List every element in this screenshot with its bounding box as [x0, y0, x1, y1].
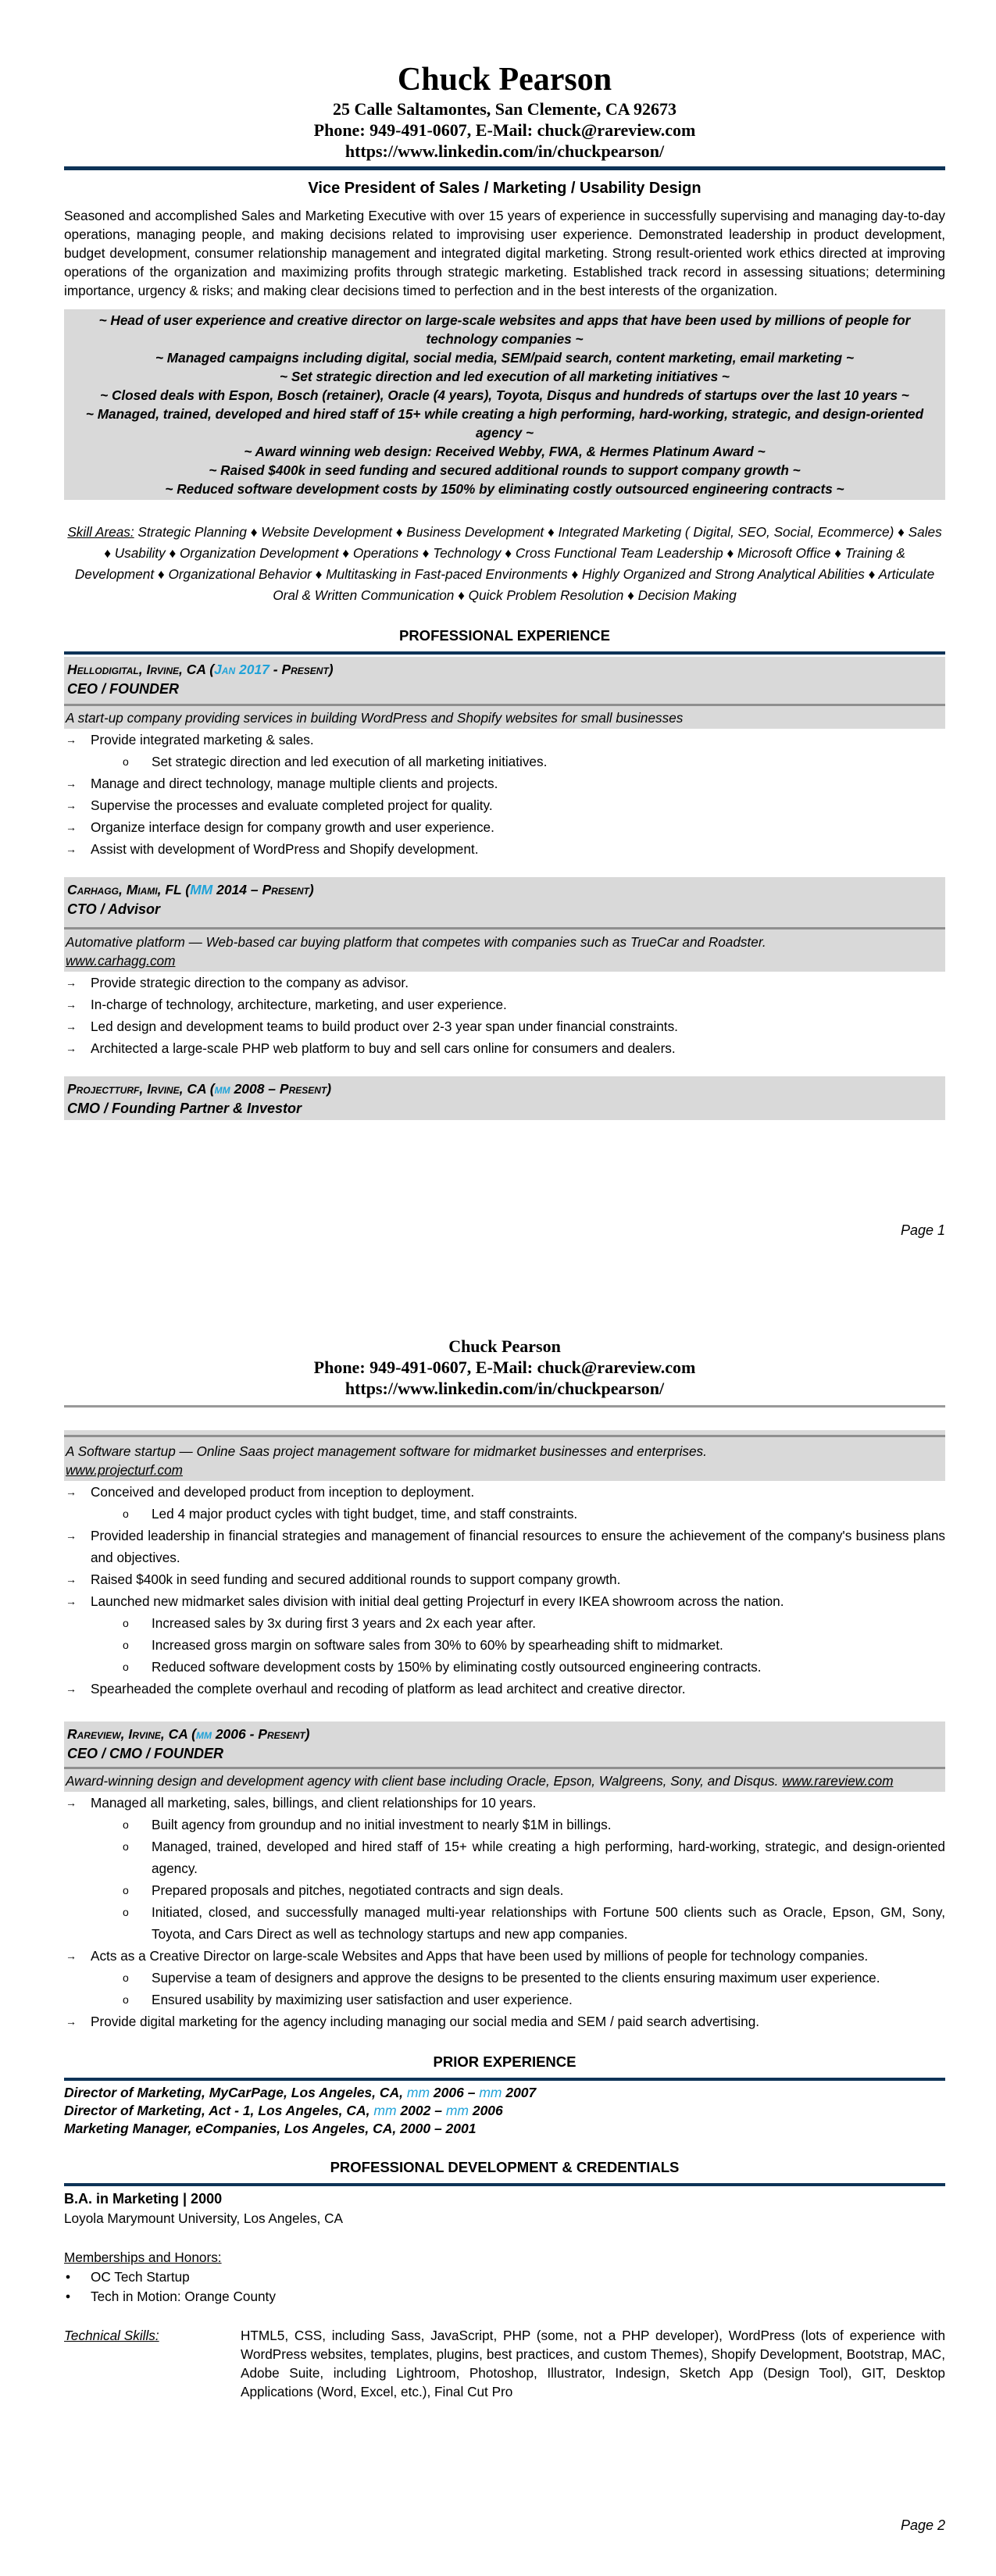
- arrow-icon: →: [66, 1796, 77, 1809]
- memberships-label: Memberships and Honors:: [64, 2250, 222, 2265]
- arrow-icon: →: [66, 777, 77, 790]
- sub-bullet-item: o Built agency from groundup and no initial investment to nearly $1M in billings.: [64, 1814, 945, 1836]
- highlight-item: ~ Award winning web design: Received Webby, FWA, & Hermes Platinum Award ~: [244, 444, 766, 459]
- contact-line: Phone: 949-491-0607, E-Mail: chuck@rareview.com: [313, 1358, 696, 1377]
- circle-bullet-icon: o: [123, 1840, 129, 1853]
- highlight-item: ~ Set strategic direction and led execution of all marketing initiatives ~: [280, 369, 730, 384]
- highlight-item: ~ Managed campaigns including digital, social media, SEM/paid search, content marketing, email marketing ~: [155, 350, 854, 366]
- skill-areas: [64, 522, 945, 606]
- circle-bullet-icon: o: [123, 1971, 129, 1984]
- header-divider: [64, 1405, 945, 1408]
- memberships-list: [64, 2267, 945, 2307]
- circle-bullet-icon: o: [123, 1639, 129, 1651]
- circle-bullet-icon: o: [123, 1906, 129, 1918]
- section-heading-credentials: PROFESSIONAL DEVELOPMENT & CREDENTIALS: [330, 2159, 680, 2175]
- page-1: [0, 0, 996, 1281]
- sub-bullet-item: o Increased sales by 3x during first 3 years and 2x each year after.: [64, 1612, 945, 1634]
- job-company-line: Carhagg, Miami, FL (MM 2014 – Present): [67, 882, 314, 897]
- arrow-icon: →: [66, 1042, 77, 1054]
- circle-bullet-icon: o: [123, 1818, 129, 1831]
- prior-list: [64, 2084, 945, 2138]
- bullet-item: → Provide digital marketing for the agency including managing our social media and SEM / paid search advertising.: [64, 2010, 945, 2032]
- job-entry: [64, 1076, 945, 1120]
- prior-item: Director of Marketing, MyCarPage, Los Angeles, CA, mm 2006 – mm 2007: [64, 2085, 537, 2100]
- job-bullets: [64, 1481, 945, 1700]
- bullet-item: → Provided leadership in financial strategies and management of financial resources to ensure the achievement of the company's business plans and objectives.: [64, 1525, 945, 1568]
- company-website-link[interactable]: www.rareview.com: [782, 1773, 894, 1789]
- job-company-line: Hellodigital, Irvine, CA (Jan 2017 - Present): [67, 662, 334, 677]
- page-2: [0, 1281, 996, 2576]
- arrow-icon: →: [66, 1020, 77, 1033]
- section-heading-prior: PRIOR EXPERIENCE: [433, 2053, 577, 2070]
- arrow-icon: →: [66, 1950, 77, 1962]
- arrow-icon: →: [66, 1682, 77, 1695]
- highlights-box: [64, 309, 945, 500]
- address: 25 Calle Saltamontes, San Clemente, CA 92673: [333, 99, 676, 119]
- job-entry: [64, 877, 945, 1059]
- job-title: CEO / FOUNDER: [67, 681, 180, 697]
- linkedin-url[interactable]: https://www.linkedin.com/in/chuckpearson/: [344, 1379, 665, 1398]
- membership-item: • Tech in Motion: Orange County: [64, 2287, 945, 2307]
- arrow-icon: →: [66, 998, 77, 1011]
- school: Loyola Marymount University, Los Angeles, CA: [64, 2210, 343, 2226]
- job-header: [64, 1076, 945, 1120]
- contact-line: Phone: 949-491-0607, E-Mail: chuck@rareview.com: [313, 120, 696, 140]
- technical-skills-label: Technical Skills:: [64, 2328, 159, 2343]
- prior-item: Marketing Manager, eCompanies, Los Angeles, CA, 2000 – 2001: [64, 2121, 477, 2136]
- bullet-item: → Assist with development of WordPress and Shopify development.: [64, 838, 945, 860]
- highlight-item: ~ Closed deals with Espon, Bosch (retainer), Oracle (4 years), Toyota, Disqus and hundreds of startups over the last 10 years ~: [100, 387, 909, 403]
- skill-areas-text: Strategic Planning ♦ Website Development ♦ Business Development ♦ Integrated Marketing ( Digital, SEO, Social, Ecommerce) ♦ Sales ♦ Usability ♦ Organization Development ♦ Operations ♦ Technology ♦ Cross Functional Team Leadership ♦ Microsoft Office ♦ Training & Development ♦ Organizational Behavior ♦ Multitasking in Fast-paced Environments ♦ Highly Organized and Strong Analytical Abilities ♦ Articulate Oral & Written Communication ♦ Quick Problem Resolution ♦ Decision Making: [74, 524, 942, 603]
- job-company-line: Rareview, Irvine, CA (mm 2006 - Present): [67, 1726, 310, 1742]
- circle-bullet-icon: o: [123, 1507, 129, 1520]
- highlight-item: ~ Raised $400k in seed funding and secured additional rounds to support company growth ~: [209, 462, 801, 478]
- job-description: Award-winning design and development agency with client base including Oracle, Epson, Walgreens, Sony, and Disqus. www.rareview.com: [64, 1769, 945, 1792]
- bullet-item: → Supervise the processes and evaluate completed project for quality.: [64, 794, 945, 816]
- arrow-icon: →: [66, 1573, 77, 1586]
- highlight-item: ~ Head of user experience and creative director on large-scale websites and apps that have been used by millions of people for technology companies ~: [98, 312, 911, 347]
- job-bullets: [64, 729, 945, 860]
- page-number: Page 1: [900, 1222, 945, 1238]
- arrow-icon: →: [66, 821, 77, 833]
- linkedin-url[interactable]: https://www.linkedin.com/in/chuckpearson/: [344, 141, 665, 161]
- bullet-item: → Provide integrated marketing & sales.: [64, 729, 945, 751]
- sub-bullet-item: o Increased gross margin on software sales from 30% to 60% by spearheading shift to midmarket.: [64, 1634, 945, 1656]
- date-accent: mm: [214, 1081, 230, 1097]
- circle-bullet-icon: o: [123, 1617, 129, 1629]
- arrow-icon: →: [66, 843, 77, 855]
- sub-bullet-item: o Prepared proposals and pitches, negotiated contracts and sign deals.: [64, 1879, 945, 1901]
- bullet-item: → Raised $400k in seed funding and secured additional rounds to support company growth.: [64, 1568, 945, 1590]
- job-bullets: [64, 972, 945, 1059]
- job-title: CEO / CMO / FOUNDER: [67, 1746, 224, 1761]
- bullet-item: → Launched new midmarket sales division with initial deal getting Projecturf in every IKEA showroom across the nation.: [64, 1590, 945, 1612]
- sub-bullet-item: o Set strategic direction and led execution of all marketing initiatives.: [64, 751, 945, 772]
- company-website-link[interactable]: www.carhagg.com: [66, 953, 176, 969]
- sub-bullet-item: o Reduced software development costs by 150% by eliminating costly outsourced engineering contracts.: [64, 1656, 945, 1678]
- header-divider: [64, 166, 945, 170]
- job-entry: [64, 657, 945, 860]
- prior-item: Director of Marketing, Act - 1, Los Angeles, CA, mm 2002 – mm 2006: [64, 2103, 503, 2118]
- arrow-icon: →: [66, 799, 77, 812]
- date-accent: mm: [445, 2103, 469, 2118]
- job-header: [64, 877, 945, 929]
- circle-bullet-icon: o: [123, 1993, 129, 2006]
- bullet-item: → Acts as a Creative Director on large-scale Websites and Apps that have been used by millions of people for technology companies.: [64, 1945, 945, 1967]
- section-divider: [64, 2078, 945, 2081]
- job-entry-continued: [64, 1430, 945, 1700]
- section-divider: [64, 2183, 945, 2186]
- job-description: A start-up company providing services in building WordPress and Shopify websites for small businesses: [64, 706, 945, 729]
- sub-bullet-item: o Led 4 major product cycles with tight budget, time, and staff constraints.: [64, 1503, 945, 1525]
- circle-bullet-icon: o: [123, 1661, 129, 1673]
- arrow-icon: →: [66, 1529, 77, 1542]
- bullet-item: → Managed all marketing, sales, billings, and client relationships for 10 years.: [64, 1792, 945, 1814]
- sub-bullet-item: o Supervise a team of designers and approve the designs to be presented to the clients ensuring maximum user experience.: [64, 1967, 945, 1989]
- arrow-icon: →: [66, 2015, 77, 2028]
- job-title: CMO / Founding Partner & Investor: [67, 1101, 302, 1116]
- bullet-item: → Organize interface design for company growth and user experience.: [64, 816, 945, 838]
- bullet-dot-icon: •: [66, 2269, 71, 2285]
- arrow-icon: →: [66, 1595, 77, 1607]
- candidate-name: Chuck Pearson: [448, 1336, 561, 1356]
- sub-bullet-item: o Managed, trained, developed and hired staff of 15+ while creating a high performing, hard-working, strategic, and design-oriented agency.: [64, 1836, 945, 1879]
- job-description: Automative platform — Web-based car buying platform that competes with companies such as TrueCar and Roadster. www.carhagg.com: [64, 929, 945, 972]
- job-company-line: Projectturf, Irvine, CA (mm 2008 – Present): [67, 1081, 332, 1097]
- bullet-item: → Led design and development teams to build product over 2-3 year span under financial constraints.: [64, 1015, 945, 1037]
- date-accent: mm: [406, 2085, 430, 2100]
- sub-bullet-item: o Initiated, closed, and successfully managed multi-year relationships with Fortune 500 clients such as Oracle, Epson, GM, Sony, Toyota, and Cars Direct as well as technology startups and new app companies.: [64, 1901, 945, 1945]
- section-heading-experience: PROFESSIONAL EXPERIENCE: [398, 627, 611, 644]
- circle-bullet-icon: o: [123, 755, 129, 768]
- job-entry: [64, 1721, 945, 2032]
- highlight-item: ~ Reduced software development costs by 150% by eliminating costly outsourced engineering contracts ~: [165, 481, 844, 497]
- sub-bullet-item: o Ensured usability by maximizing user satisfaction and user experience.: [64, 1989, 945, 2010]
- highlight-item: ~ Managed, trained, developed and hired staff of 15+ while creating a high performing, hard-working, strategic, and design-oriented agency ~: [85, 406, 924, 441]
- job-bullets: [64, 1792, 945, 2032]
- technical-skills: [64, 2326, 945, 2401]
- date-accent: mm: [195, 1726, 212, 1742]
- summary: Seasoned and accomplished Sales and Marketing Executive with over 15 years of experience in successfully supervising and managing day-to-day operations, managing people, and making decisions related to improvising user experience. Demonstrated leadership in product development, budget development, consumer relationship management and integrated digital marketing. Strong result-oriented work ethics directed at improving operations of the organization and maximizing profits through strategic marketing. Established track record in assessing situations; determining importance, urgency & risks; and making clear decisions timed to perfection and in the best interests of the organization.: [64, 208, 945, 298]
- membership-item: • OC Tech Startup: [64, 2267, 945, 2287]
- job-title: CTO / Advisor: [67, 901, 161, 917]
- bullet-item: → Architected a large-scale PHP web platform to buy and sell cars online for consumers and dealers.: [64, 1037, 945, 1059]
- job-header: [64, 1721, 945, 1769]
- arrow-icon: →: [66, 733, 77, 746]
- date-accent: MM: [190, 882, 213, 897]
- date-accent: Jan 2017: [214, 662, 270, 677]
- company-website-link[interactable]: www.projecturf.com: [66, 1462, 183, 1478]
- section-divider: [64, 651, 945, 655]
- job-header: [64, 657, 945, 706]
- date-accent: mm: [373, 2103, 397, 2118]
- page-number: Page 2: [900, 2517, 945, 2533]
- headline: Vice President of Sales / Marketing / Usability Design: [308, 180, 701, 197]
- technical-skills-text: HTML5, CSS, including Sass, JavaScript, PHP (some, not a PHP developer), WordPress (lots of experience with WordPress websites, templates, plugins, best practices, and custom Themes), Shopify Development, Bootstrap, MAC, Adobe Suite, including Lightroom, Photoshop, Illustrator, Indesign, Sketch App (Design Tool), GIT, Desktop Applications (Word, Excel, etc.), Final Cut Pro: [241, 2328, 945, 2399]
- bullet-item: → Provide strategic direction to the company as advisor.: [64, 972, 945, 994]
- arrow-icon: →: [66, 976, 77, 989]
- bullet-item: → Manage and direct technology, manage multiple clients and projects.: [64, 772, 945, 794]
- bullet-item: → Conceived and developed product from inception to deployment.: [64, 1481, 945, 1503]
- job-description: A Software startup — Online Saas project management software for midmarket businesses and enterprises. www.projecturf.com: [64, 1437, 945, 1481]
- candidate-name: Chuck Pearson: [397, 62, 612, 98]
- bullet-item: → Spearheaded the complete overhaul and recoding of platform as lead architect and creative director.: [64, 1678, 945, 1700]
- degree: B.A. in Marketing | 2000: [64, 2191, 223, 2207]
- arrow-icon: →: [66, 1486, 77, 1498]
- date-accent: mm: [479, 2085, 502, 2100]
- circle-bullet-icon: o: [123, 1884, 129, 1896]
- skill-areas-label: Skill Areas:: [67, 524, 134, 540]
- bullet-item: → In-charge of technology, architecture, marketing, and user experience.: [64, 994, 945, 1015]
- bullet-dot-icon: •: [66, 2289, 71, 2304]
